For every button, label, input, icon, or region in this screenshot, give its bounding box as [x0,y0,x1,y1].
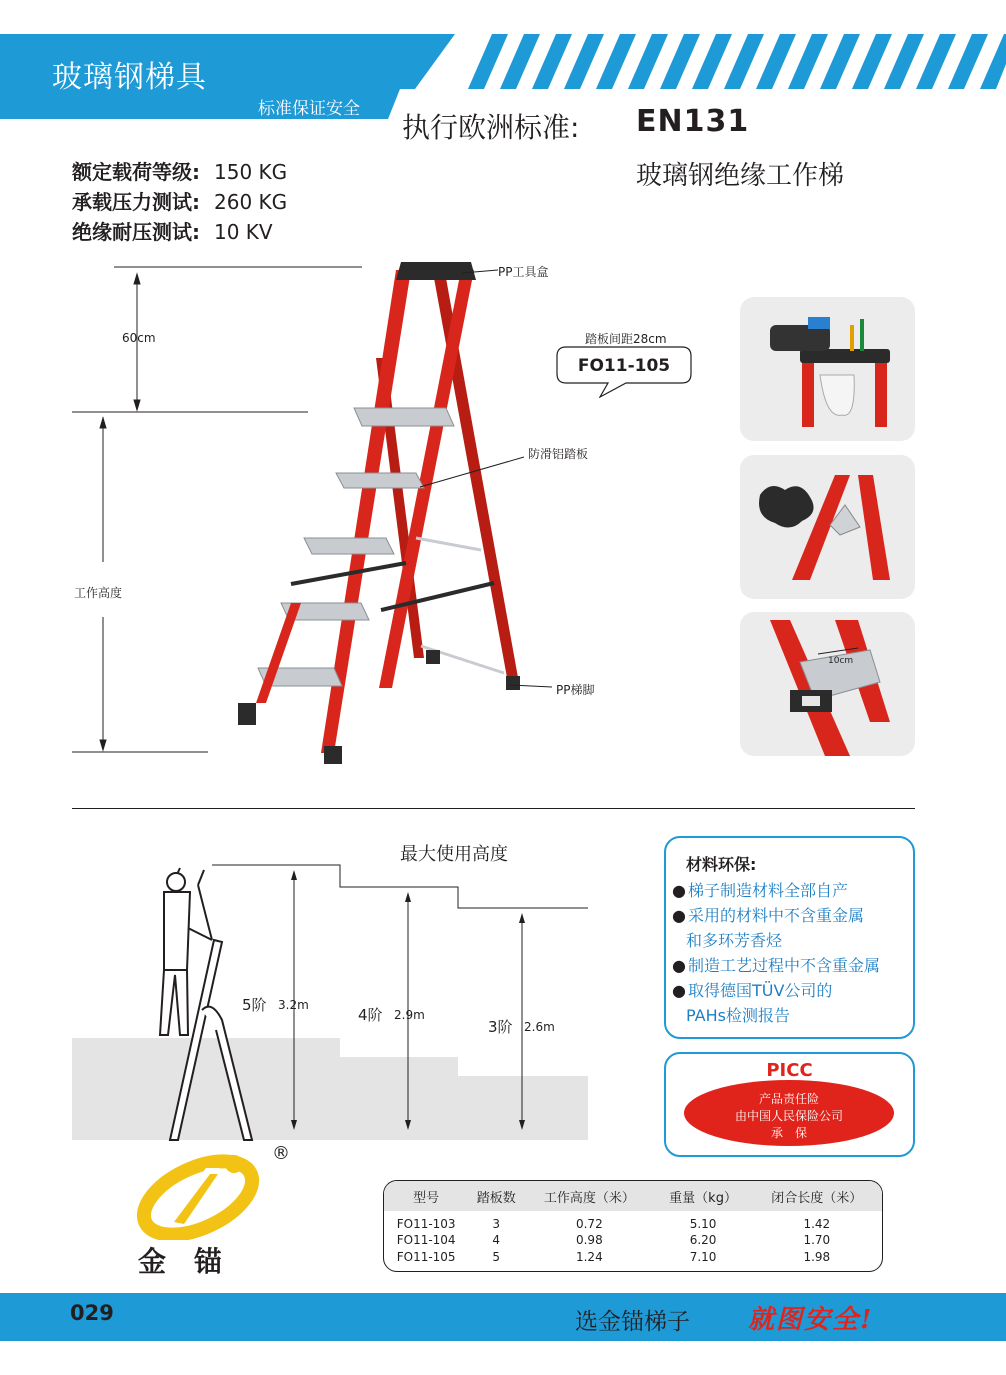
cell: 1.70 [803,1232,831,1247]
model-code: FO11-105 [577,356,671,376]
spec-insulation: 绝缘耐压测试: 10 KV [72,220,273,244]
eco-item: ● 制造工艺过程中不含重金属 [672,956,880,975]
brand-name: 金锚 [138,1245,251,1278]
cell: FO11-103 [396,1217,456,1231]
table-row [384,1231,882,1248]
usage-height3: 2.6m [524,1020,555,1034]
cell: 7.10 [689,1249,717,1264]
detail-toolbox-photo [740,297,915,441]
insurance-line: 产品责任险 [758,1092,819,1106]
insurance-line: 由中国人民保险公司 [734,1109,843,1123]
cell: 1.42 [803,1217,831,1231]
usage-title: 最大使用高度 [400,844,508,865]
detail-tread-photo [740,612,915,756]
product-name: 玻璃钢绝缘工作梯 [636,161,845,191]
cell: 3 [492,1217,501,1231]
eco-item-cont: PAHs检测报告 [686,1006,790,1025]
usage-diagram [72,860,592,1145]
eco-item: ● 取得德国TÜV公司的 [672,981,833,1000]
col-closed-length: 闭合长度（米） [752,1181,882,1211]
dim-top-label: 60cm [122,331,156,345]
section-divider [72,808,915,809]
standard-label: 执行欧洲标准: [402,111,580,144]
label-feet: PP梯脚 [556,683,595,697]
cell: FO11-104 [396,1232,456,1247]
col-steps: 踏板数 [468,1181,524,1211]
cell: 6.20 [689,1232,717,1247]
col-model: 型号 [384,1181,468,1211]
label-step-gap: 踏板间距28cm [585,332,667,346]
detail-dim-label: 10cm [828,656,854,666]
col-weight: 重量（kg） [655,1181,752,1211]
footer-handwriting: 就图安全! [748,1305,874,1335]
eco-title: 材料环保: [686,855,757,874]
eco-item: ● 梯子制造材料全部自产 [672,881,848,900]
cell: 0.72 [575,1217,603,1231]
standard-code: EN131 [636,104,750,139]
page-title: 玻璃钢梯具 [52,60,207,95]
insurance-title: PICC [766,1060,813,1081]
cell: 5 [492,1249,501,1264]
footer-slogan: 选金锚梯子 [575,1309,690,1335]
page-number: 029 [70,1301,114,1325]
detail-hinge-photo [740,455,915,599]
eco-item-cont: 和多环芳香烃 [686,931,783,950]
label-tread: 防滑铝踏板 [528,447,589,461]
cell: 4 [492,1232,501,1247]
registered-mark: ® [272,1143,290,1164]
table-header-row [384,1181,882,1211]
usage-height4: 2.9m [394,1008,425,1022]
usage-step4: 4阶 [358,1006,383,1024]
col-work-height: 工作高度（米） [524,1181,654,1211]
usage-step5: 5阶 [242,996,267,1014]
cell: 5.10 [689,1217,717,1231]
label-toolbox: PP工具盒 [498,265,549,279]
usage-step3: 3阶 [488,1018,513,1036]
cell: 0.98 [575,1232,603,1247]
dim-work-label: 工作高度 [74,586,123,600]
page-subtitle: 标准保证安全 [258,99,360,119]
ladder-leaders [400,265,610,695]
brand-logo [136,1150,266,1240]
eco-item: ● 采用的材料中不含重金属 [672,906,864,925]
cell: 1.98 [803,1249,831,1264]
usage-height5: 3.2m [278,998,309,1012]
table-row [384,1248,882,1265]
spec-load: 额定载荷等级: 150 KG [72,160,288,184]
insurance-line: 承 保 [770,1126,807,1140]
table-row [384,1211,882,1231]
cell: 1.24 [575,1249,603,1264]
spec-pressure: 承载压力测试: 260 KG [72,190,288,214]
cell: FO11-105 [396,1249,456,1264]
spec-table [383,1180,883,1272]
